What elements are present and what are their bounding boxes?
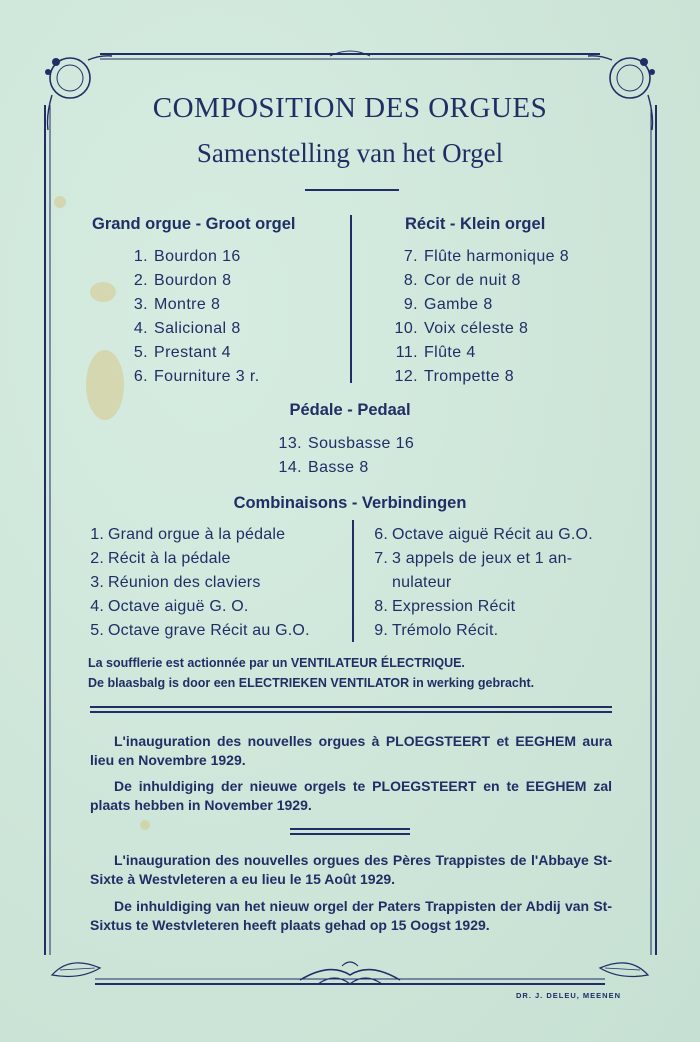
list-item xyxy=(374,523,593,547)
announcement-text: L'inauguration des nouvelles orgues des Pères Trappistes de l'Abbaye St-Sixte à Westvleteren a eu lieu le 15 Août 1929. xyxy=(90,852,612,887)
list-item xyxy=(90,595,310,619)
double-rule xyxy=(90,711,612,713)
stop-name: Prestant 4 xyxy=(154,344,231,361)
stop-number: 11. xyxy=(395,344,418,361)
pedale-list xyxy=(272,432,414,480)
announcement-nl-ploegsteert xyxy=(90,777,612,815)
short-double-rule xyxy=(290,833,410,835)
stop-number: 8. xyxy=(403,272,418,289)
stop-number: 5. xyxy=(133,344,148,361)
recit-list xyxy=(386,245,569,389)
list-item xyxy=(374,547,593,571)
list-item xyxy=(126,317,260,341)
combinaisons-heading: Combinaisons - Verbindingen xyxy=(233,494,467,512)
combination-name: Octave grave Récit au G.O. xyxy=(108,622,310,639)
announcement-text: De inhuldiging der nieuwe orgels te PLOEGSTEERT en te EEGHEM zal plaats hebben in November 1929. xyxy=(90,778,612,813)
stop-name: Bourdon 16 xyxy=(154,248,241,265)
combination-number: 5. xyxy=(90,622,104,639)
list-item xyxy=(386,245,569,269)
announcement-fr-ploegsteert xyxy=(90,732,612,770)
combinaisons-right-list xyxy=(374,523,593,643)
stop-number: 9. xyxy=(403,296,418,313)
pedale-heading: Pédale - Pedaal xyxy=(289,401,411,419)
list-item xyxy=(272,432,414,456)
short-double-rule xyxy=(290,828,410,830)
combination-number: 6. xyxy=(374,526,388,543)
column-divider xyxy=(350,215,352,383)
combination-number: 3. xyxy=(90,574,104,591)
stop-number: 1. xyxy=(133,248,148,265)
list-item xyxy=(126,269,260,293)
combination-name: nulateur xyxy=(392,574,452,591)
combination-name: Récit à la pédale xyxy=(108,550,231,567)
combination-name: 3 appels de jeux et 1 an- xyxy=(392,550,573,567)
combination-name: Octave aiguë G. O. xyxy=(108,598,249,615)
list-item xyxy=(272,456,414,480)
stop-number: 13. xyxy=(278,435,302,452)
list-item xyxy=(90,619,310,643)
title-french: COMPOSITION DES ORGUES xyxy=(152,92,548,124)
combination-name: Grand orgue à la pédale xyxy=(108,526,286,543)
list-item xyxy=(90,571,310,595)
list-item xyxy=(126,341,260,365)
stop-name: Fourniture 3 r. xyxy=(154,368,260,385)
stop-name: Trompette 8 xyxy=(424,368,515,385)
double-rule xyxy=(90,706,612,708)
combination-number: 7. xyxy=(374,550,388,567)
stop-number: 12. xyxy=(394,368,418,385)
stop-number: 4. xyxy=(133,320,148,337)
list-item xyxy=(374,571,593,595)
title-dutch: Samenstelling van het Orgel xyxy=(196,138,504,168)
title-underline xyxy=(305,189,399,191)
combination-number: 2. xyxy=(90,550,104,567)
column-divider xyxy=(352,520,354,642)
printer-credit: DR. J. DELEU, MEENEN xyxy=(516,991,622,1000)
recit-heading: Récit - Klein orgel xyxy=(405,215,546,233)
stop-name: Montre 8 xyxy=(154,296,221,313)
stop-name: Bourdon 8 xyxy=(154,272,232,289)
stop-name: Salicional 8 xyxy=(154,320,241,337)
combination-number: 4. xyxy=(90,598,104,615)
stop-name: Flûte harmonique 8 xyxy=(424,248,570,265)
stop-number: 2. xyxy=(133,272,148,289)
stop-name: Voix céleste 8 xyxy=(424,320,529,337)
stop-number: 3. xyxy=(133,296,148,313)
announcement-text: De inhuldiging van het nieuw orgel der Paters Trappisten der Abdij van St-Sixtus te Westvleteren heeft plaats gehad op 15 Oogst 1929. xyxy=(90,898,612,933)
combination-name: Trémolo Récit. xyxy=(392,622,499,639)
stop-number: 7. xyxy=(403,248,418,265)
stop-name: Cor de nuit 8 xyxy=(424,272,521,289)
list-item xyxy=(374,595,593,619)
stop-name: Gambe 8 xyxy=(424,296,493,313)
announcement-fr-westvleteren xyxy=(90,851,612,889)
list-item xyxy=(126,245,260,269)
list-item xyxy=(386,365,569,389)
list-item xyxy=(386,317,569,341)
combination-name: Expression Récit xyxy=(392,598,516,615)
list-item xyxy=(90,547,310,571)
list-item xyxy=(126,365,260,389)
stop-name: Flûte 4 xyxy=(424,344,476,361)
list-item xyxy=(386,341,569,365)
stop-number: 10. xyxy=(394,320,418,337)
combinaisons-left-list xyxy=(90,523,310,643)
combination-number: 8. xyxy=(374,598,388,615)
list-item xyxy=(90,523,310,547)
grand-orgue-heading: Grand orgue - Groot orgel xyxy=(92,215,296,233)
combination-number: 9. xyxy=(374,622,388,639)
list-item xyxy=(126,293,260,317)
note-french: La soufflerie est actionnée par un VENTILATEUR ÉLECTRIQUE. xyxy=(88,656,465,670)
stop-number: 6. xyxy=(133,368,148,385)
combination-number: 1. xyxy=(90,526,104,543)
combination-name: Octave aiguë Récit au G.O. xyxy=(392,526,593,543)
stop-number: 14. xyxy=(278,459,302,476)
combination-name: Réunion des claviers xyxy=(108,574,261,591)
announcement-nl-westvleteren xyxy=(90,897,612,935)
list-item xyxy=(386,269,569,293)
stop-name: Sousbasse 16 xyxy=(308,435,415,452)
announcement-text: L'inauguration des nouvelles orgues à PLOEGSTEERT et EEGHEM aura lieu en Novembre 1929. xyxy=(90,733,612,768)
stop-name: Basse 8 xyxy=(308,459,369,476)
note-dutch: De blaasbalg is door een ELECTRIEKEN VENTILATOR in werking gebracht. xyxy=(88,676,535,690)
list-item xyxy=(386,293,569,317)
list-item xyxy=(374,619,593,643)
grand-orgue-list xyxy=(126,245,260,389)
